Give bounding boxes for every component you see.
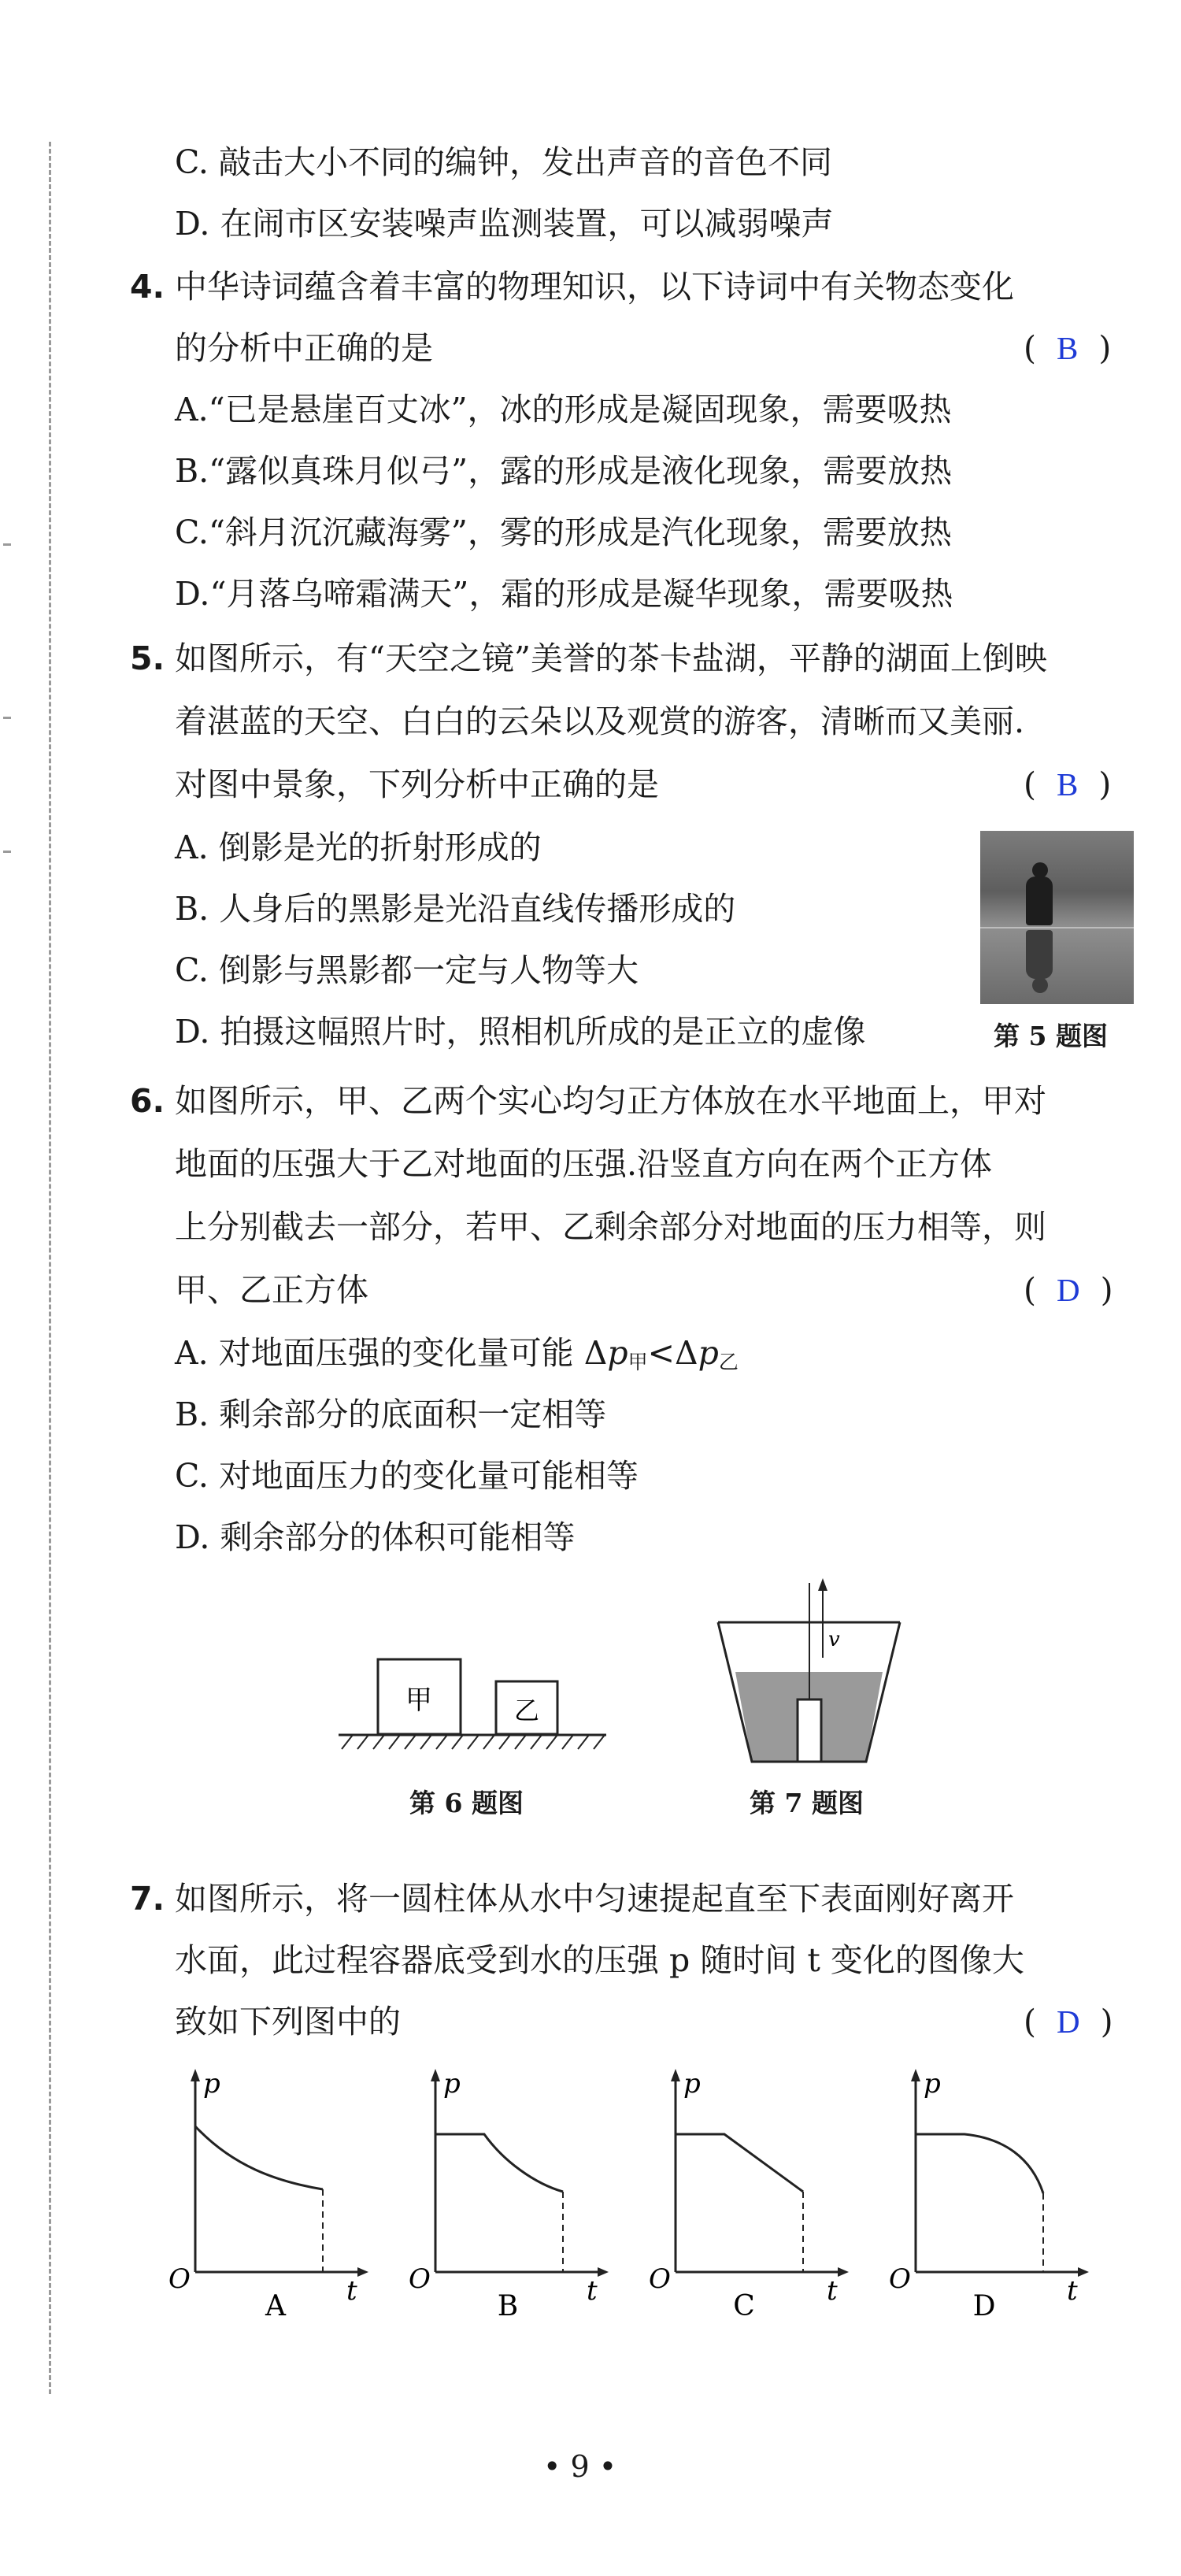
subscript-jia: 甲 [628, 1351, 648, 1373]
q6-option-c: C. 对地面压力的变化量可能相等 [175, 1457, 639, 1495]
q7-number: 7. [130, 1880, 165, 1918]
cube-jia-label: 甲 [405, 1685, 432, 1716]
q5-number: 5. [130, 639, 165, 677]
graph-b [398, 2059, 610, 2319]
q5-stem-line1: 如图所示，有“天空之镜”美誉的茶卡盐湖，平静的湖面上倒映 [175, 639, 1047, 677]
q7-answer-value: D [1057, 2003, 1080, 2040]
page-number: • 9 • [543, 2449, 617, 2484]
q5-option-a: A. 倒影是光的折射形成的 [175, 828, 542, 866]
q5-answer-value: B [1057, 766, 1079, 802]
graph-option-label: C [733, 2290, 755, 2319]
q6-number: 6. [130, 1082, 165, 1120]
q5-figure-caption: 第 5 题图 [994, 1021, 1108, 1051]
x-axis-label: t [1067, 2275, 1078, 2307]
margin-tick [3, 543, 11, 546]
velocity-arrowhead [818, 1578, 827, 1591]
origin-label: O [409, 2263, 431, 2295]
q4-stem-line2: 的分析中正确的是 [175, 329, 433, 367]
origin-label: O [889, 2263, 911, 2295]
y-axis-label: p [683, 2068, 701, 2100]
curve-d [916, 2134, 1043, 2193]
velocity-label: v [828, 1628, 840, 1651]
q6-stem-line1: 如图所示，甲、乙两个实心均匀正方体放在水平地面上，甲对 [175, 1082, 1046, 1120]
graph-a [157, 2059, 370, 2319]
graph-option-label: B [497, 2290, 519, 2319]
pressure-symbol: p [607, 1334, 628, 1372]
less-than-delta: <Δ [647, 1334, 698, 1372]
q3-option-c: C. 敲击大小不同的编钟，发出声音的音色不同 [175, 143, 832, 181]
q6-option-a-text: A. 对地面压强的变化量可能 Δ [175, 1334, 608, 1372]
q6-option-d: D. 剩余部分的体积可能相等 [175, 1518, 576, 1556]
q6-stem-line2: 地面的压强大于乙对地面的压强.沿竖直方向在两个正方体 [175, 1145, 993, 1183]
y-axis-label: p [924, 2068, 941, 2100]
origin-label: O [168, 2263, 191, 2295]
graph-option-label: A [265, 2290, 286, 2319]
curve-c [676, 2134, 803, 2192]
q7-stem-line1: 如图所示，将一圆柱体从水中匀速提起直至下表面刚好离开 [175, 1880, 1014, 1918]
q6-answer-value: D [1057, 1272, 1080, 1308]
q5-stem-line2: 着湛蓝的天空、白白的云朵以及观赏的游客，清晰而又美丽. [175, 702, 1025, 740]
q7-stem-line3: 致如下列图中的 [175, 2003, 401, 2040]
curve-b [435, 2134, 563, 2192]
origin-label: O [649, 2263, 671, 2295]
ground-hatching [342, 1735, 605, 1749]
cylinder [798, 1699, 821, 1762]
q6-option-b: B. 剩余部分的底面积一定相等 [175, 1395, 607, 1433]
x-axis-label: t [346, 2275, 357, 2307]
graph-option-label: D [972, 2290, 996, 2319]
y-axis-label: p [443, 2068, 461, 2100]
q4-option-b: B.“露似真珠月似弓”，露的形成是液化现象，需要放热 [175, 452, 953, 490]
q6-figure-cubes [331, 1650, 614, 1768]
q5-option-c: C. 倒影与黑影都一定与人物等大 [175, 951, 639, 989]
q5-option-d: D. 拍摄这幅照片时，照相机所成的是正立的虚像 [175, 1013, 866, 1051]
q6-answer: ( D ) [1024, 1271, 1113, 1309]
q3-option-d: D. 在闹市区安装噪声监测装置，可以减弱噪声 [175, 205, 834, 243]
q7-figure-container [709, 1575, 913, 1772]
q7-answer: ( D ) [1024, 2003, 1113, 2040]
q4-stem-line1: 中华诗词蕴含着丰富的物理知识，以下诗词中有关物态变化 [175, 268, 1014, 306]
q6-option-a [175, 1332, 739, 1383]
q5-stem-line3: 对图中景象，下列分析中正确的是 [175, 765, 659, 803]
subscript-yi: 乙 [718, 1351, 739, 1373]
graph-c [638, 2059, 850, 2319]
margin-tick [3, 851, 11, 853]
pressure-symbol: p [698, 1334, 719, 1372]
margin-tick [3, 717, 11, 719]
q6-figure-caption: 第 6 题图 [409, 1788, 524, 1818]
q4-answer: ( B ) [1024, 329, 1112, 367]
q4-option-a: A.“已是悬崖百丈冰”，冰的形成是凝固现象，需要吸热 [175, 391, 952, 428]
q5-option-b: B. 人身后的黑影是光沿直线传播形成的 [175, 890, 736, 928]
salt-lake-photo [980, 831, 1134, 1004]
binding-margin-line [49, 142, 51, 2394]
q4-option-d: D.“月落乌啼霜满天”，霜的形成是凝华现象，需要吸热 [175, 575, 953, 613]
q4-answer-value: B [1057, 330, 1079, 366]
graph-d [878, 2059, 1090, 2319]
x-axis-label: t [587, 2275, 598, 2307]
q4-number: 4. [130, 268, 165, 306]
q6-stem-line3: 上分别截去一部分，若甲、乙剩余部分对地面的压力相等，则 [175, 1208, 1046, 1246]
cube-yi-label: 乙 [513, 1696, 540, 1725]
q4-option-c: C.“斜月沉沉藏海雾”，雾的形成是汽化现象，需要放热 [175, 513, 952, 551]
q7-figure-caption: 第 7 题图 [750, 1788, 864, 1818]
y-axis-label: p [203, 2068, 220, 2100]
q7-stem-line2: 水面，此过程容器底受到水的压强 p 随时间 t 变化的图像大 [175, 1941, 1024, 1979]
q5-answer: ( B ) [1024, 765, 1112, 803]
q6-stem-line4: 甲、乙正方体 [175, 1271, 368, 1309]
x-axis-label: t [827, 2275, 838, 2307]
curve-a [195, 2126, 323, 2189]
